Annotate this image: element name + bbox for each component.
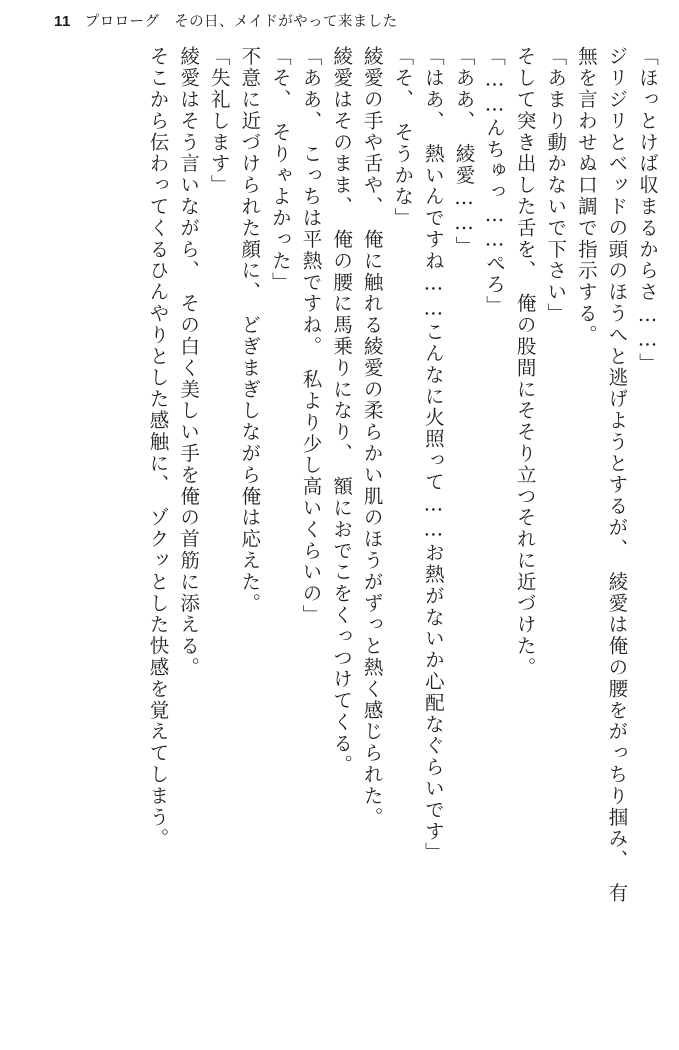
text-line: 「ああ、 こっちは平熱ですね。 私より少し高いくらいの」 bbox=[299, 46, 323, 626]
text-line: 「ああ、 綾愛……」 bbox=[452, 46, 476, 258]
text-line: 「そ、 そりゃよかった」 bbox=[268, 46, 292, 294]
text-line: 「……んちゅっ……ぺろ」 bbox=[483, 46, 507, 317]
text-line: 「失礼します」 bbox=[207, 46, 231, 196]
text-line: そして突き出した舌を、 俺の股間にそそり立つそれに近づけた。 bbox=[513, 46, 537, 679]
text-line: 「ほっとけば収まるからさ……」 bbox=[636, 46, 659, 374]
text-line: 綾愛はそのまま、 俺の腰に馬乗りになり、 額におでこをくっつけてくる。 bbox=[330, 46, 354, 776]
body-text bbox=[28, 46, 657, 1022]
text-line: 「はあ、 熱いんですね……こんなに火照って……お熱がないか心配なぐらいです」 bbox=[421, 46, 445, 864]
text-line: 「そ、 そうかな」 bbox=[391, 46, 415, 229]
text-line: 無を言わせぬ口調で指示する。 bbox=[574, 46, 598, 346]
text-line: 不意に近づけられた顔に、 どぎまぎしながら俺は応えた。 bbox=[238, 46, 262, 615]
text-line: 綾愛はそう言いながら、 その白く美しい手を俺の首筋に添える。 bbox=[177, 46, 201, 679]
text-line: そこから伝わってくるひんやりとした感触に、 ゾクッとした快感を覚えてしまう。 bbox=[146, 46, 170, 850]
text-line: 「あまり動かないで下さい」 bbox=[544, 46, 568, 325]
page-number: 11 bbox=[54, 13, 71, 30]
page-header bbox=[54, 10, 639, 36]
text-line: ジリジリとベッドの頭のほうへと逃げようとするが、 綾愛は俺の腰をがっちり掴み、 有 bbox=[605, 46, 629, 904]
text-line: 綾愛の手や舌や、 俺に触れる綾愛の柔らかい肌のほうがずっと熱く感じられた。 bbox=[360, 46, 384, 829]
running-title: プロローグ その日、メイドがやって来ました bbox=[84, 14, 398, 30]
